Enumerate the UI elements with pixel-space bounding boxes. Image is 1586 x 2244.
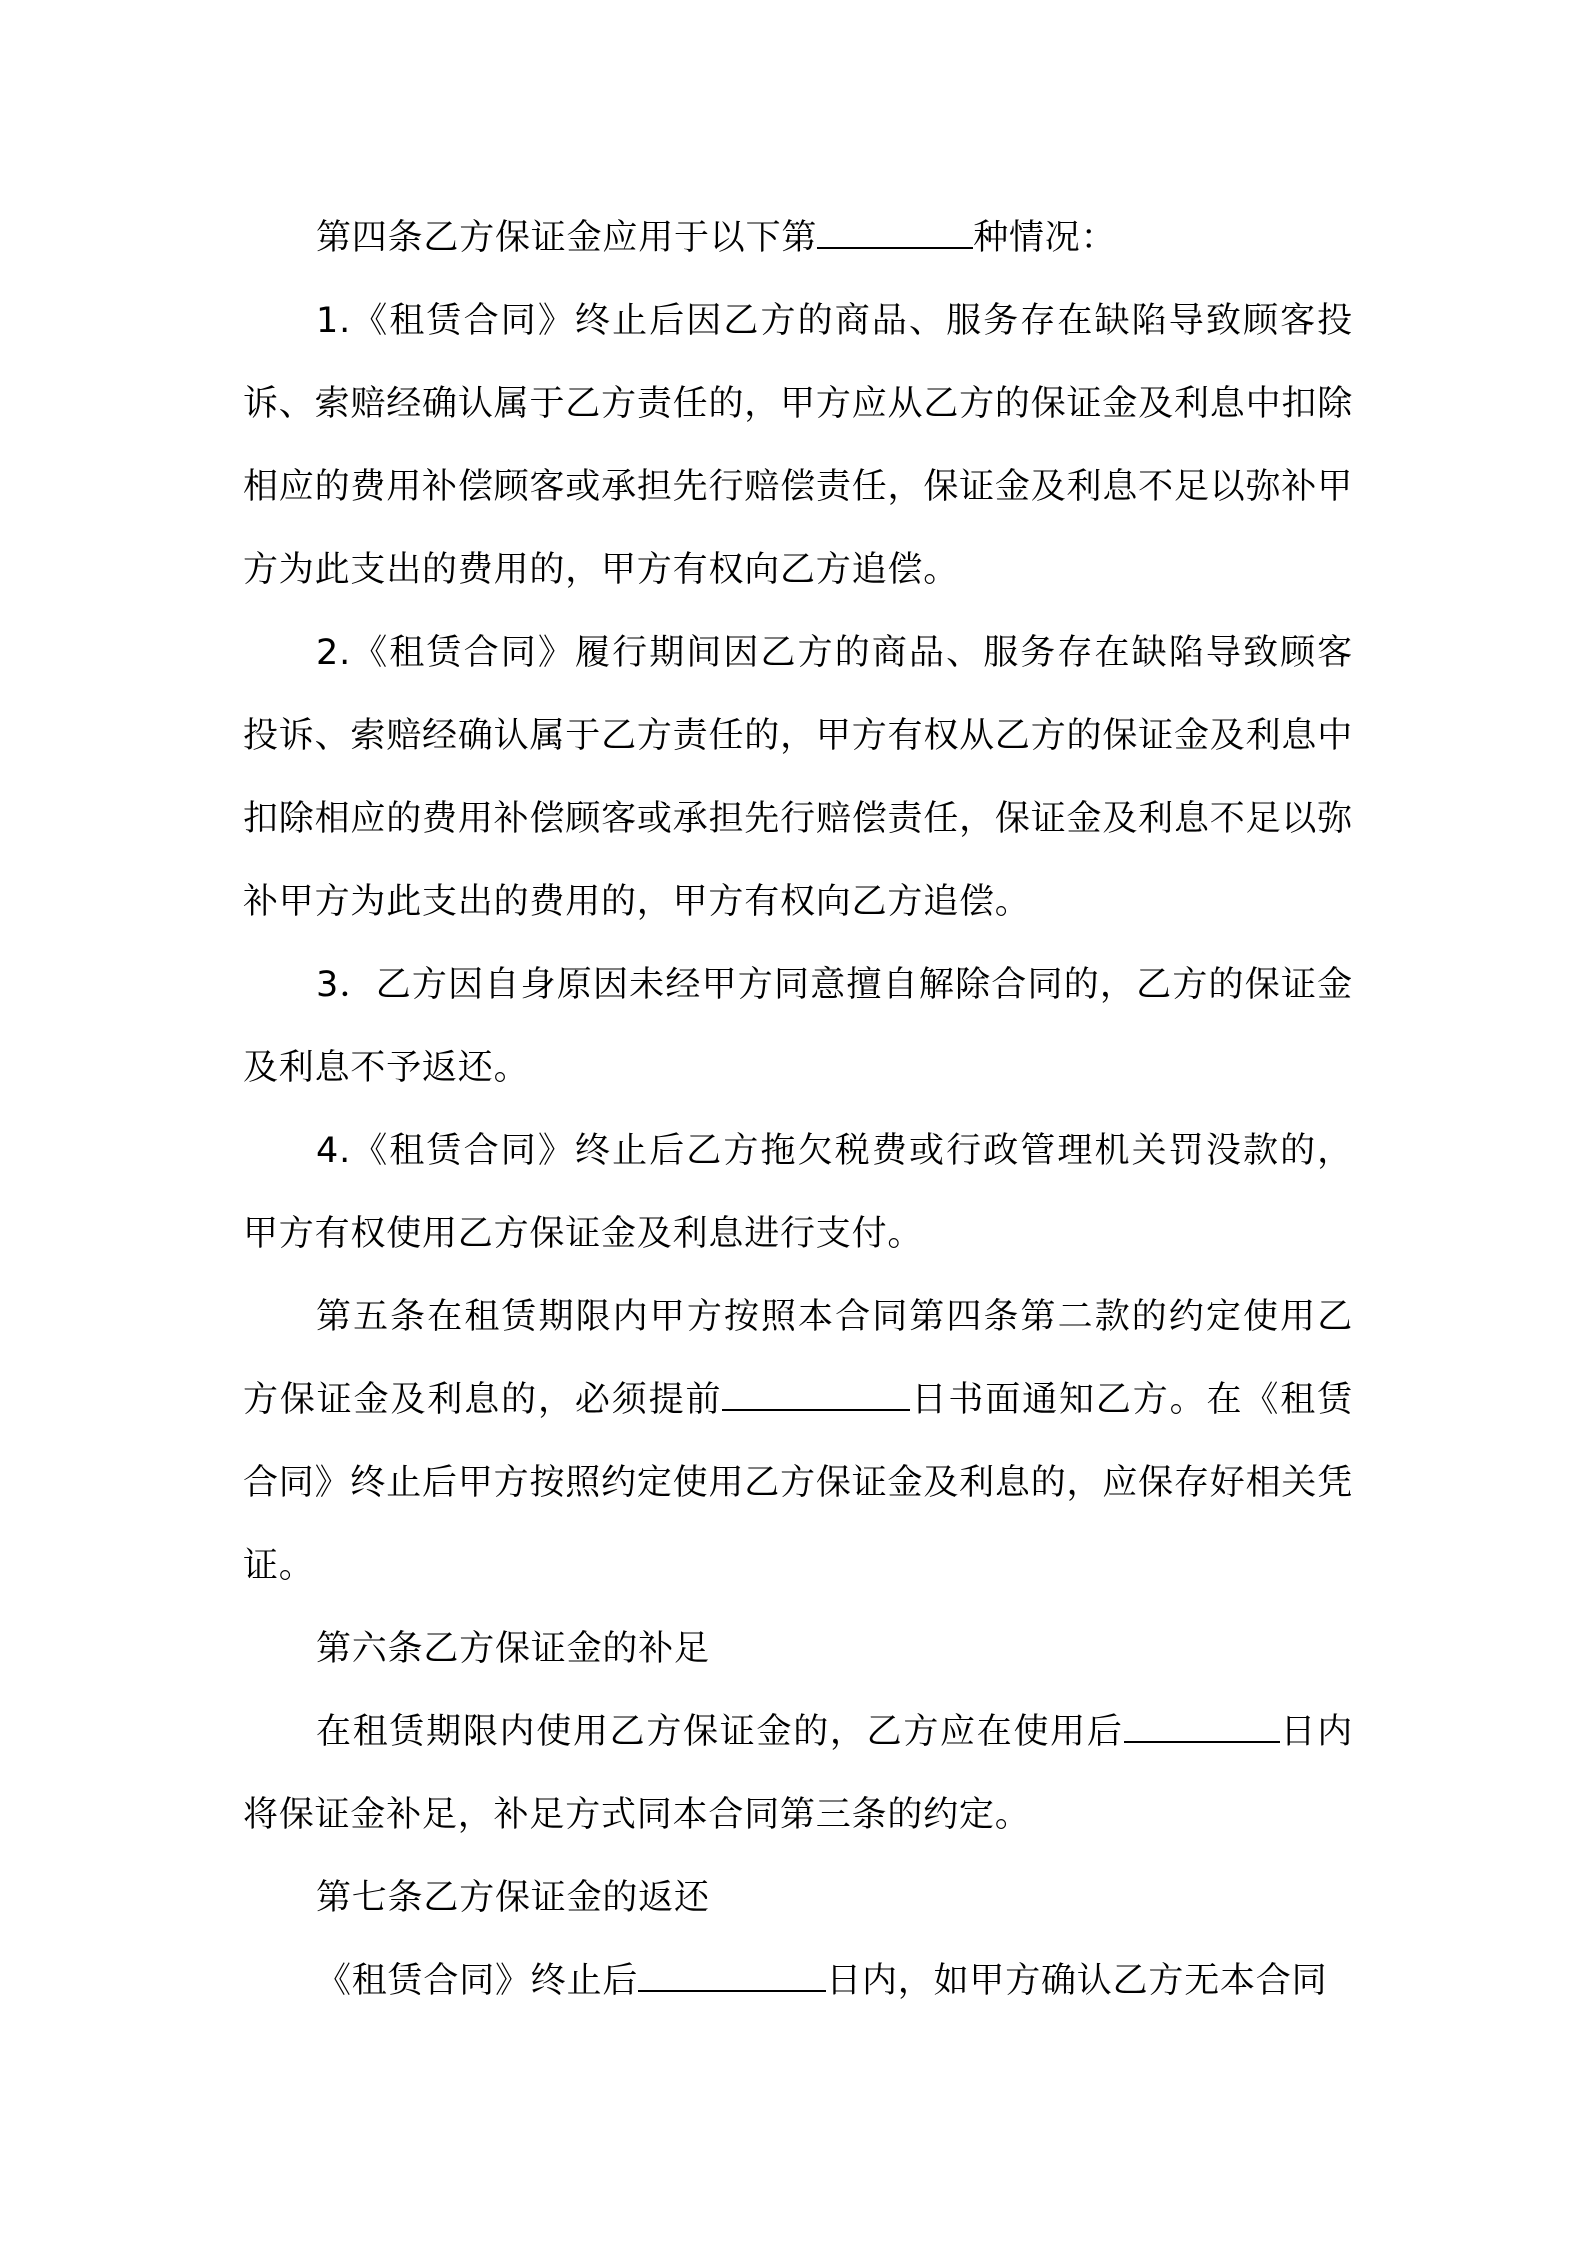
fill-in-blank: [817, 217, 973, 249]
article-5-text-continued: 日书面通知乙方。在《租赁合同》终止后甲方按照约定使用乙方保证金及利息的，应保存好相关凭证。: [243, 1380, 1353, 1586]
article-6-paragraph: [243, 1691, 1353, 1857]
article-4-item-3: 3．乙方因自身原因未经甲方同意擅自解除合同的，乙方的保证金及利息不予返还。: [243, 965, 1353, 1088]
article-6-heading: 第六条乙方保证金的补足: [316, 1629, 710, 1669]
article-7-text-continued: 日内，如甲方确认乙方无本合同: [826, 1961, 1328, 2001]
article-7-text: 《租赁合同》终止后: [316, 1961, 639, 2001]
fill-in-blank: [1124, 1711, 1280, 1743]
article-4-item-2: 2.《租赁合同》履行期间因乙方的商品、服务存在缺陷导致顾客投诉、索赔经确认属于乙方责任的，甲方有权从乙方的保证金及利息中扣除相应的费用补偿顾客或承担先行赔偿责任，保证金及利息不足以弥补甲方为此支出的费用的，甲方有权向乙方追偿。: [243, 633, 1353, 922]
article-4-item-1: 1.《租赁合同》终止后因乙方的商品、服务存在缺陷导致顾客投诉、索赔经确认属于乙方责任的，甲方应从乙方的保证金及利息中扣除相应的费用补偿顾客或承担先行赔偿责任，保证金及利息不足以弥补甲方为此支出的费用的，甲方有权向乙方追偿。: [243, 301, 1353, 590]
article-4-item-4: 4.《租赁合同》终止后乙方拖欠税费或行政管理机关罚没款的，甲方有权使用乙方保证金及利息进行支付。: [243, 1131, 1353, 1254]
article-6-text: 在租赁期限内使用乙方保证金的，乙方应在使用后: [316, 1712, 1124, 1752]
article-5-text: 第五条在租赁期限内甲方按照本合同第四条第二款的约定使用乙方保证金及利息的，必须提前: [243, 1297, 1353, 1420]
article-7-paragraph: [243, 1940, 1353, 2023]
fill-in-blank: [638, 1960, 826, 1992]
article-5-paragraph: [243, 1276, 1353, 1608]
contract-page: [243, 197, 1353, 2023]
fill-in-blank: [722, 1379, 910, 1411]
article-4-heading: [243, 197, 1353, 280]
article-7-heading: 第七条乙方保证金的返还: [316, 1878, 710, 1918]
article-6-text-continued: 日内将保证金补足，补足方式同本合同第三条的约定。: [243, 1712, 1353, 1835]
article-4-heading-text: 第四条乙方保证金应用于以下第: [316, 218, 818, 258]
article-4-heading-suffix: 种情况：: [973, 218, 1117, 258]
